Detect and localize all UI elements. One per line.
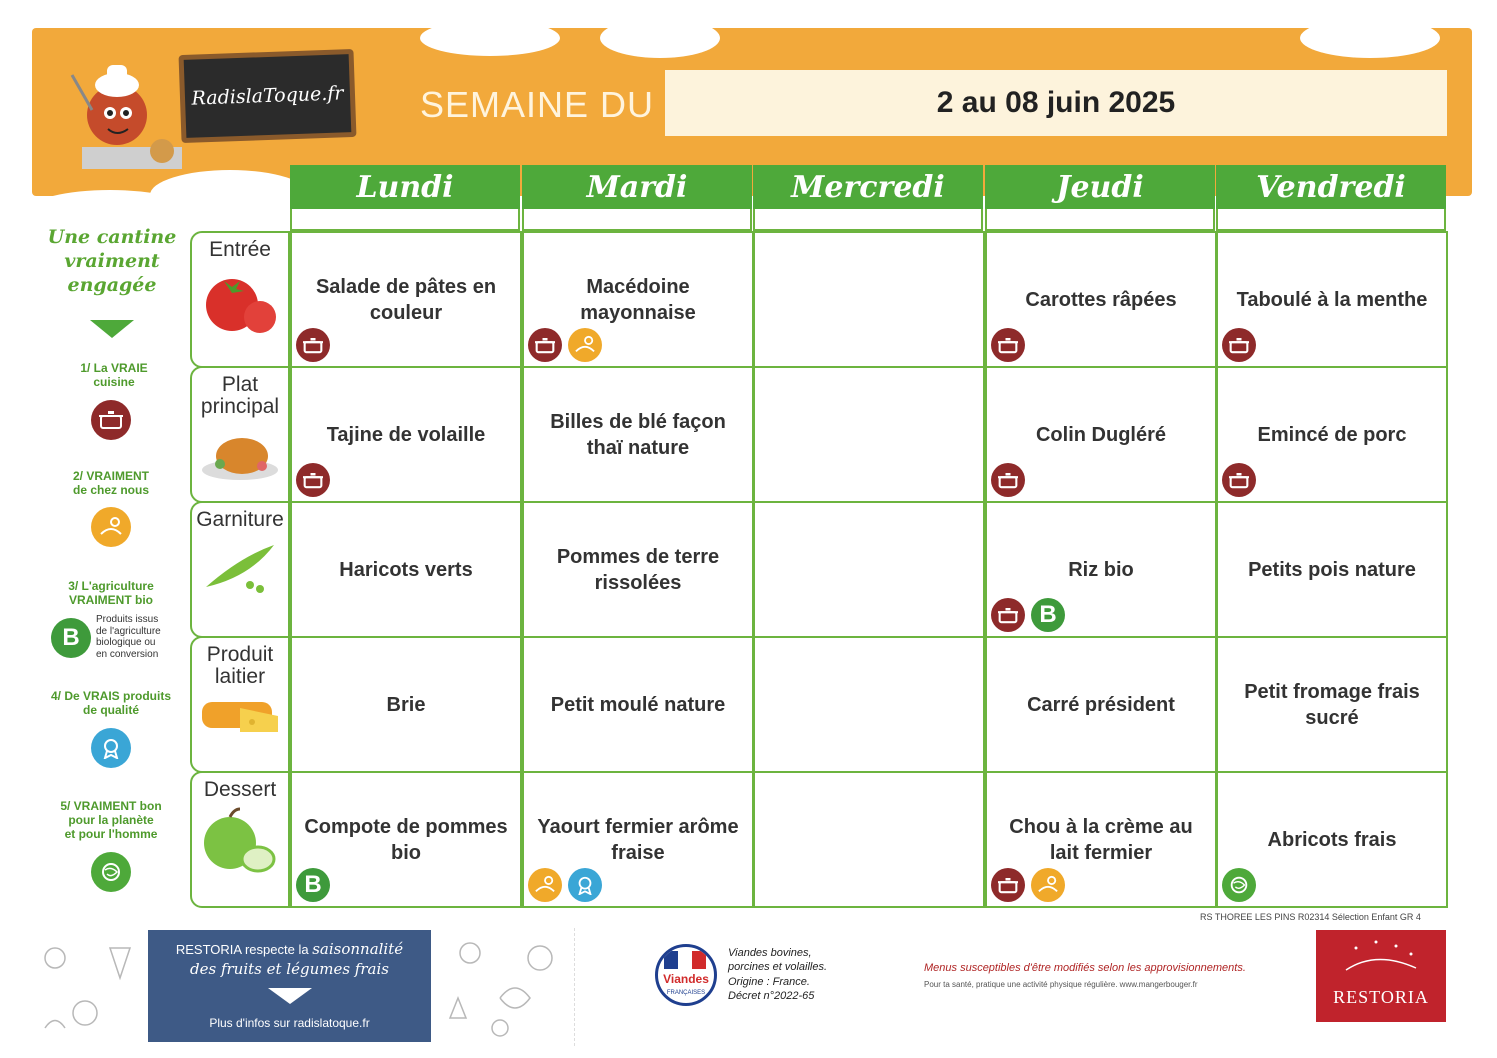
day-subheader xyxy=(290,209,520,231)
cooking-pot-icon xyxy=(91,400,131,440)
restoria-stars-icon xyxy=(1316,930,1446,990)
menu-cell xyxy=(985,501,1217,638)
day-header-jeudi: Jeudi xyxy=(985,165,1215,209)
cloud-decoration xyxy=(600,18,720,58)
sidebar-item-3: 3/ L'agriculture VRAIMENT bio xyxy=(68,579,154,607)
sidebar-item-4: 4/ De VRAIS produits de qualité xyxy=(50,689,172,717)
label-badges xyxy=(528,868,602,902)
label-badges xyxy=(991,463,1025,497)
menu-cell xyxy=(522,636,754,773)
label-badges xyxy=(991,328,1025,362)
label-badges xyxy=(296,868,330,902)
restoria-brand: RESTORIA xyxy=(1333,987,1429,1007)
day-subheader xyxy=(1216,209,1446,231)
menu-cell xyxy=(1216,366,1448,503)
dish-name: Brie xyxy=(386,693,426,716)
health-notice: Pour ta santé, pratique une activité physique régulière. www.mangerbouger.fr xyxy=(924,980,1198,989)
dish-name: Billes de blé façon thaï nature xyxy=(550,410,726,459)
planet-icon xyxy=(91,852,131,892)
menu-notice: Menus susceptibles d'être modifiés selon les approvisionnements. xyxy=(924,962,1246,974)
menu-cell xyxy=(753,636,985,773)
logo-board xyxy=(179,49,357,143)
label-badges xyxy=(296,328,330,362)
label-badges xyxy=(991,868,1065,902)
row-label xyxy=(190,771,290,908)
green-peas-icon xyxy=(200,537,280,601)
menu-cell xyxy=(1216,501,1448,638)
planet-icon xyxy=(1222,868,1256,902)
row-label xyxy=(190,366,290,503)
menu-cell xyxy=(290,231,522,368)
label-badges xyxy=(1222,463,1256,497)
cloud-decoration xyxy=(1300,18,1440,58)
label-badges xyxy=(1222,328,1256,362)
row-label xyxy=(190,636,290,773)
restoria-line1: RESTORIA respecte la saisonnalité xyxy=(175,940,404,958)
row-label-text: Dessert xyxy=(203,778,277,801)
dish-name: Haricots verts xyxy=(339,558,473,581)
day-header-vendredi: Vendredi xyxy=(1216,165,1446,209)
menu-cell xyxy=(985,636,1217,773)
cooking-pot-icon xyxy=(1222,463,1256,497)
dish-name: Colin Dugléré xyxy=(1035,423,1166,446)
vf-logo-text: Viandes xyxy=(663,972,709,986)
day-header-mardi: Mardi xyxy=(522,165,752,209)
sidebar-item-5: 5/ VRAIMENT bon pour la planète et pour l'homme xyxy=(60,799,162,841)
cooking-pot-icon xyxy=(296,463,330,497)
cooking-pot-icon xyxy=(296,328,330,362)
dish-name: Carottes râpées xyxy=(1025,288,1177,311)
day-subheader xyxy=(753,209,983,231)
menu-cell xyxy=(985,771,1217,908)
restoria-more-info-link[interactable]: Plus d'infos sur radislatoque.fr xyxy=(209,1016,370,1030)
menu-cell xyxy=(290,636,522,773)
viandes-origine-text: Viandes bovines, porcines et volailles. Origine : France. Décret n°2022-65 xyxy=(728,947,828,1002)
sidebar-item-2: 2/ VRAIMENT de chez nous xyxy=(72,469,149,497)
dish-name: Emincé de porc xyxy=(1257,423,1407,446)
dish-name: Tajine de volaille xyxy=(326,423,486,446)
cheese-icon xyxy=(200,694,280,738)
menu-cell xyxy=(1216,231,1448,368)
menu-cell xyxy=(753,771,985,908)
chef-radish-icon xyxy=(62,55,182,175)
dish-name: Petit moulé nature xyxy=(550,693,726,716)
menu-reference: RS THOREE LES PINS R02314 Sélection Enfant GR 4 xyxy=(1200,912,1421,922)
menu-cell xyxy=(290,501,522,638)
down-arrow-icon xyxy=(90,320,134,338)
menu-cell xyxy=(985,366,1217,503)
menu-grid xyxy=(190,165,1448,908)
menu-cell xyxy=(1216,636,1448,773)
dish-name: Yaourt fermier arôme fraise xyxy=(537,815,739,864)
label-badges xyxy=(528,328,602,362)
menu-cell xyxy=(522,501,754,638)
sidebar-title: Une cantine vraiment engagée xyxy=(47,226,177,296)
day-subheader xyxy=(522,209,752,231)
day-subheader xyxy=(985,209,1215,231)
viandes-francaises-logo xyxy=(655,944,717,1006)
cooking-pot-icon xyxy=(991,598,1025,632)
day-header-lundi: Lundi xyxy=(290,165,520,209)
row-label-text: Entrée xyxy=(209,238,271,261)
cooking-pot-icon xyxy=(991,463,1025,497)
dish-name: Abricots frais xyxy=(1267,828,1397,851)
dish-name: Macédoine mayonnaise xyxy=(580,275,696,324)
week-date-range: 2 au 08 juin 2025 xyxy=(936,86,1176,119)
date-box xyxy=(665,70,1447,136)
local-farm-icon xyxy=(568,328,602,362)
label-badges xyxy=(296,463,330,497)
sidebar-item-1: 1/ La VRAIE cuisine xyxy=(80,361,148,389)
logo-text: RadislaToque.fr xyxy=(191,82,344,110)
quality-medal-icon xyxy=(568,868,602,902)
menu-cell xyxy=(753,231,985,368)
cloud-decoration xyxy=(30,190,190,230)
dish-name: Compote de pommes bio xyxy=(304,815,508,864)
bio-label-icon: B xyxy=(1031,598,1065,632)
down-arrow-icon xyxy=(268,988,312,1004)
menu-cell xyxy=(753,501,985,638)
local-farm-icon xyxy=(1031,868,1065,902)
label-badges xyxy=(1222,868,1256,902)
dish-name: Carré président xyxy=(1027,693,1175,716)
roast-chicken-icon xyxy=(200,424,280,488)
cloud-decoration xyxy=(420,20,560,56)
cooking-pot-icon xyxy=(991,868,1025,902)
dish-name: Salade de pâtes en couleur xyxy=(315,275,497,324)
menu-cell xyxy=(522,231,754,368)
dish-name: Chou à la crème au lait fermier xyxy=(1009,815,1193,864)
bio-label-icon: B xyxy=(51,618,91,658)
bio-note: Produits issus de l'agriculture biologique ou en conversion xyxy=(96,614,161,660)
dish-name: Taboulé à la menthe xyxy=(1236,288,1428,311)
green-apple-icon xyxy=(200,807,280,881)
dish-name: Riz bio xyxy=(1068,558,1134,581)
dish-name: Petits pois nature xyxy=(1248,558,1416,581)
row-label xyxy=(190,501,290,638)
menu-cell xyxy=(290,366,522,503)
dish-name: Petit fromage frais sucré xyxy=(1244,680,1420,729)
menu-cell xyxy=(522,771,754,908)
vf-logo-subtext: FRANÇAISES xyxy=(666,990,706,996)
dish-name: Pommes de terre rissolées xyxy=(556,545,720,594)
week-label: SEMAINE DU xyxy=(420,84,655,125)
local-farm-icon xyxy=(528,868,562,902)
cooking-pot-icon xyxy=(1222,328,1256,362)
label-badges xyxy=(991,598,1065,632)
tomato-icon xyxy=(200,267,280,341)
menu-cell xyxy=(290,771,522,908)
saisonnalite-text: saisonnalité xyxy=(312,940,404,958)
restoria-line2: des fruits et légumes frais xyxy=(190,960,389,978)
row-label-text: Produit laitier xyxy=(206,643,274,689)
row-label-text: Plat principal xyxy=(200,373,280,419)
restoria-logo xyxy=(1316,930,1446,1022)
cooking-pot-icon xyxy=(528,328,562,362)
row-label xyxy=(190,231,290,368)
restoria-info-box xyxy=(148,930,431,1042)
menu-cell xyxy=(985,231,1217,368)
quality-medal-icon xyxy=(91,728,131,768)
bio-label-icon: B xyxy=(296,868,330,902)
menu-cell xyxy=(753,366,985,503)
day-header-mercredi: Mercredi xyxy=(753,165,983,209)
local-farm-icon xyxy=(91,507,131,547)
menu-cell xyxy=(1216,771,1448,908)
cooking-pot-icon xyxy=(991,328,1025,362)
row-label-text: Garniture xyxy=(196,508,284,531)
menu-cell xyxy=(522,366,754,503)
